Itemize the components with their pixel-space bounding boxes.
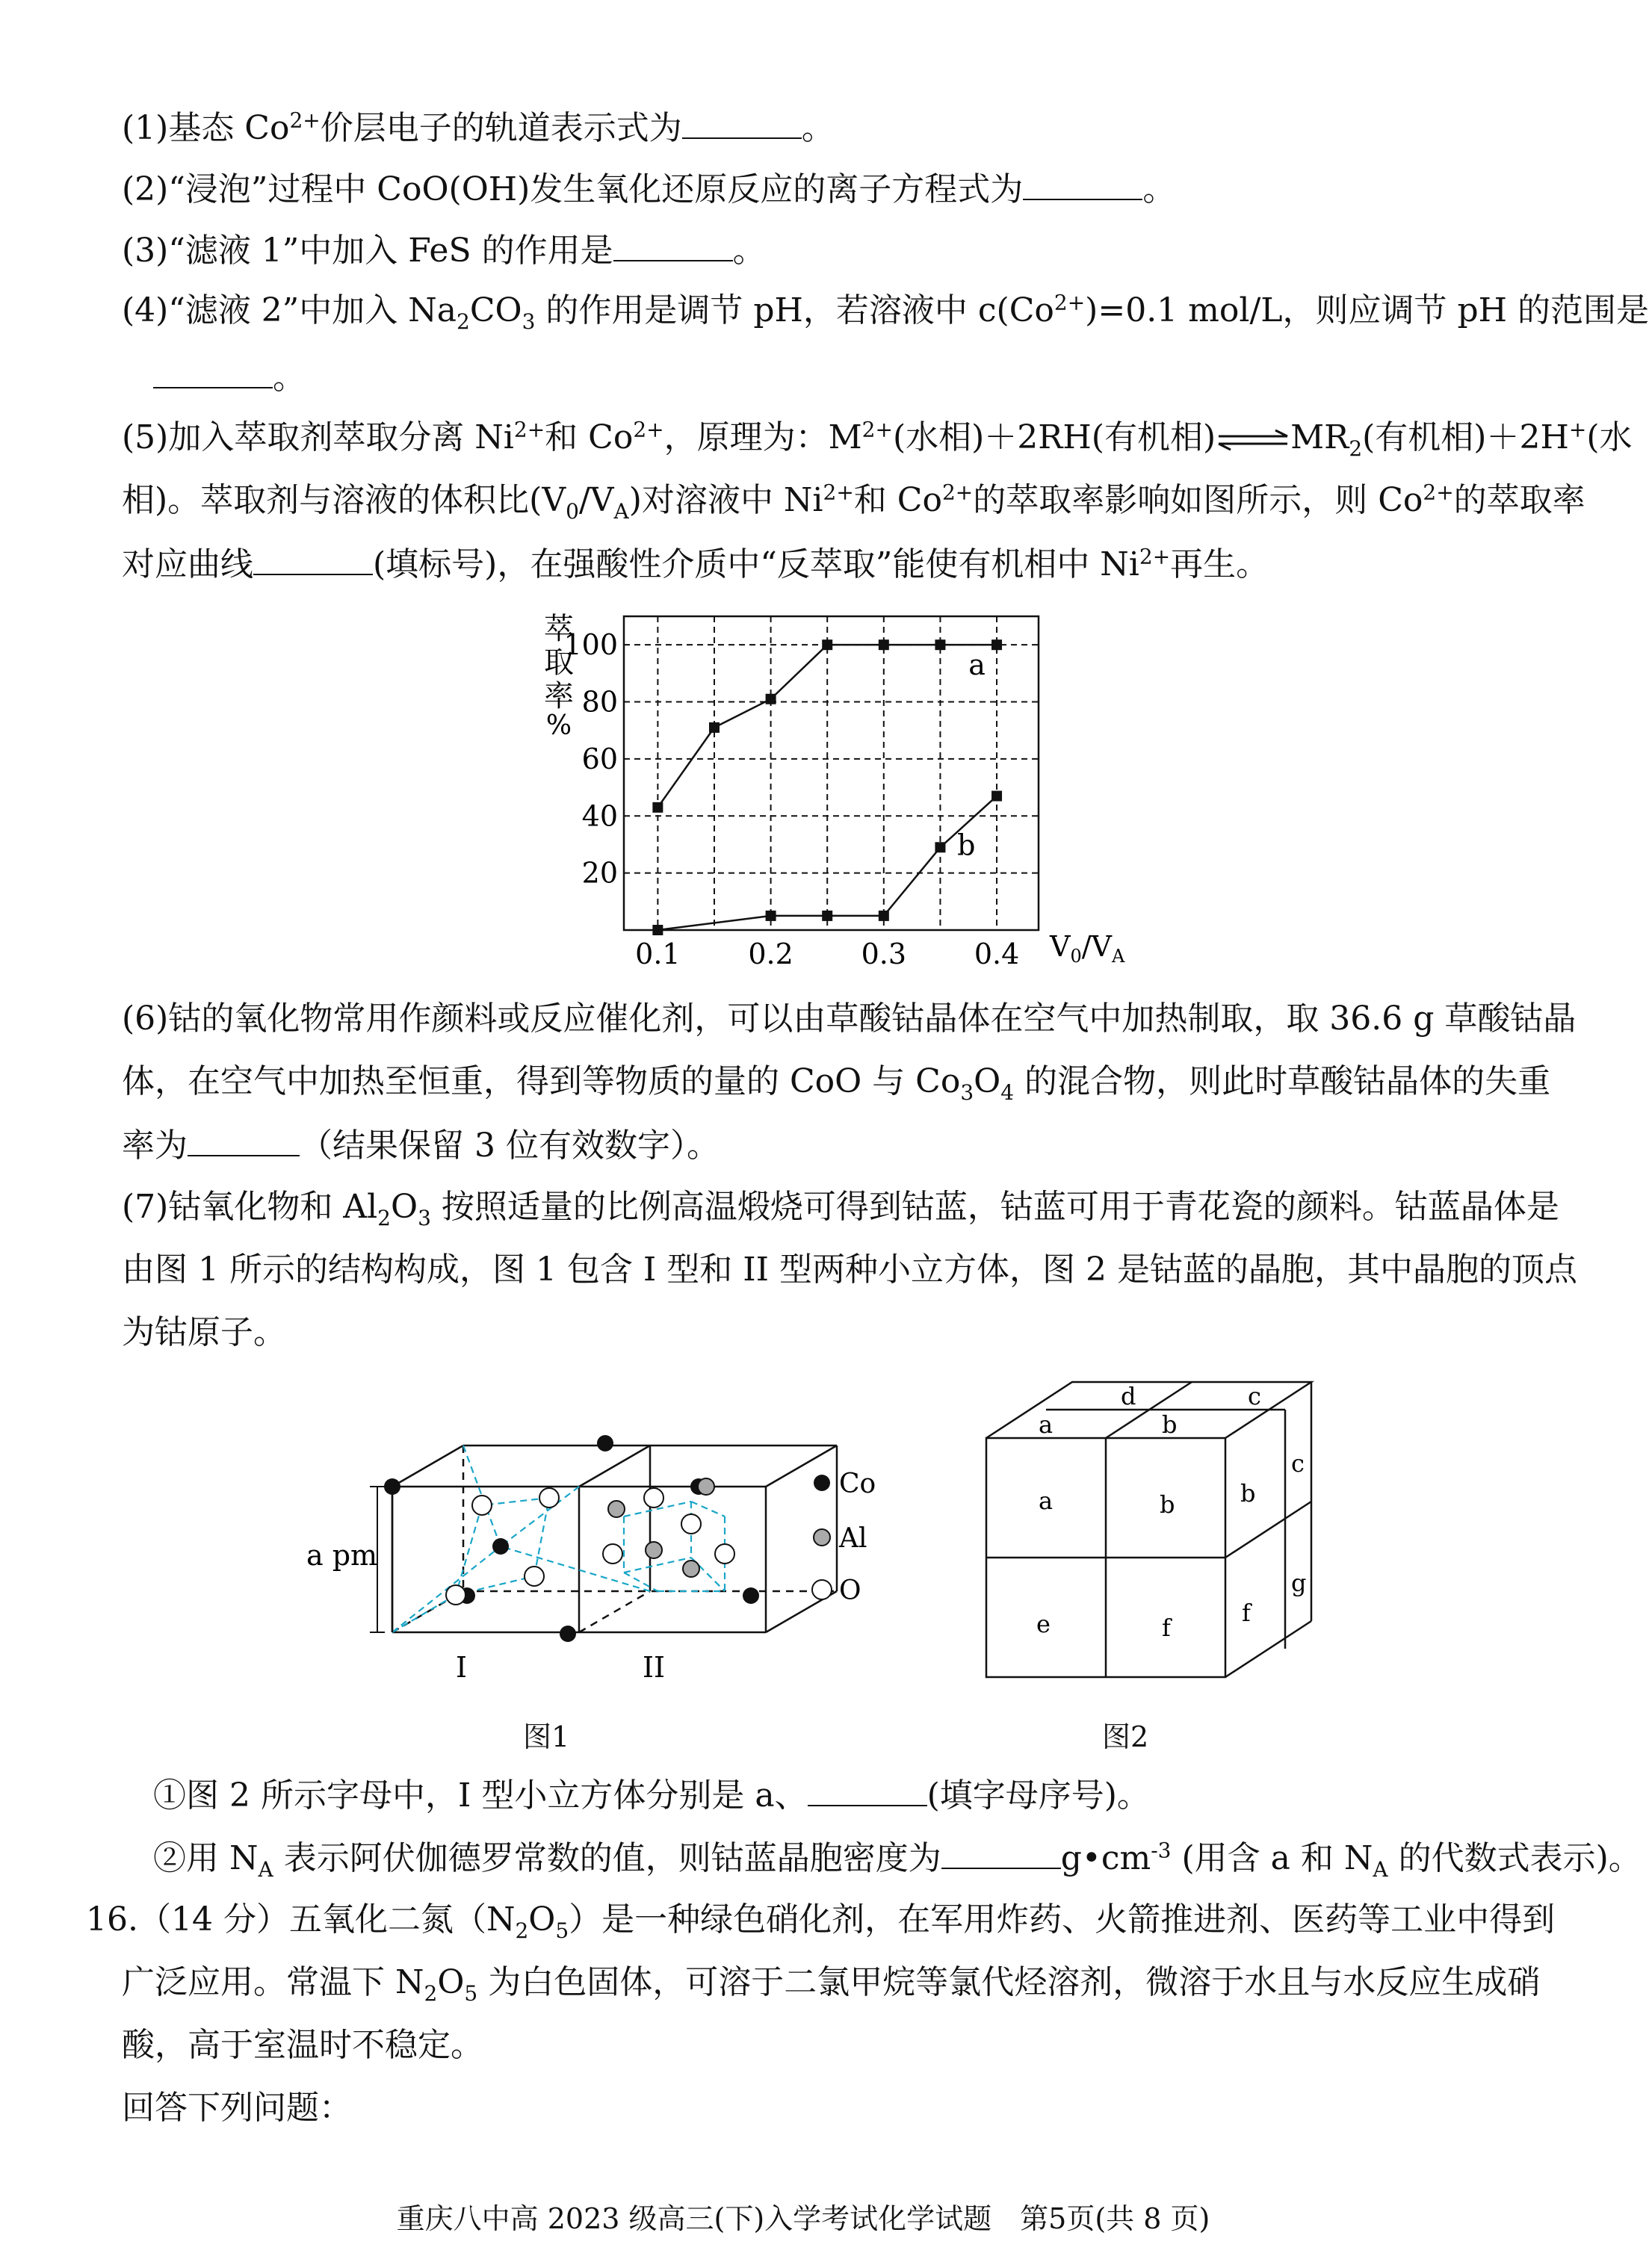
data-point-a — [652, 802, 663, 813]
question-5-line3: 对应曲线 (填标号)，在强酸性介质中“反萃取”能使有机相中 $Ni^{2+}$再生。 — [122, 541, 1269, 587]
label-front-f: f — [1162, 1614, 1171, 1642]
equilibrium-arrow-icon — [1216, 429, 1290, 451]
y-tick-label: 60 — [581, 742, 618, 775]
y-tick-label: 40 — [581, 799, 618, 833]
question-7-line2: 由图 1 所示的结构构成，图 1 包含 I 型和 II 型两种小立方体，图 2 是钴蓝的晶胞，其中晶胞的顶点 — [122, 1251, 1577, 1289]
co-atoms — [384, 1435, 759, 1642]
answer-blank[interactable] — [153, 354, 273, 388]
series-label-a: a — [968, 648, 986, 682]
data-point-a — [822, 639, 832, 650]
data-point-b — [822, 911, 832, 921]
legend-o-icon — [812, 1580, 832, 1599]
question-6-line2: 体，在空气中加热至恒重，得到等物质的量的 CoO 与 $Co_3O_4$ 的混合物，则此时草酸钴晶体的失重 — [122, 1062, 1551, 1105]
answer-blank[interactable] — [682, 105, 802, 139]
question-4-line2: 。 — [153, 354, 306, 400]
y-tick-label: 80 — [581, 685, 618, 719]
ylabel-char-4: % — [545, 710, 572, 741]
legend-al-label: Al — [839, 1523, 867, 1554]
question-16-line2: 广泛应用。常温下 $N_2O_5$ 为白色固体，可溶于二氯甲烷等氯代烃溶剂，微溶于水且与水反应生成硝 — [122, 1963, 1541, 2006]
x-tick-label: 0.2 — [748, 938, 793, 970]
data-point-b — [879, 911, 889, 921]
answer-blank[interactable] — [941, 1835, 1061, 1869]
x-tick-label: 0.3 — [861, 938, 907, 970]
question-16-line3: 酸，高于室温时不稳定。 — [122, 2026, 483, 2064]
data-point-a — [709, 722, 720, 733]
cube-I-label: I — [456, 1651, 468, 1684]
label-top-d: d — [1121, 1382, 1136, 1410]
data-point-a — [766, 694, 776, 704]
question-16-line1: 16.（14 分）五氧化二氮$(N_2O_5)$是一种绿色硝化剂，在军用炸药、火箭推进剂、医药等工业中得到 — [86, 1900, 1556, 1943]
y-tick-label: 20 — [581, 856, 618, 890]
question-7-line3: 为钴原子。 — [122, 1313, 286, 1351]
label-top-b: b — [1162, 1410, 1178, 1439]
data-point-b — [652, 925, 663, 935]
data-point-a — [879, 639, 889, 650]
answer-blank[interactable] — [1023, 166, 1142, 200]
question-5-line2: 相)。萃取剂与溶液的体积比$(V_0/V_A)$对溶液中 $Ni^{2+}$和 $Co^{2+}$的萃取率影响如图所示，则 $Co^{2+}$的萃取率 — [122, 480, 1585, 524]
extraction-rate-chart — [523, 598, 1125, 986]
y-tick-label: 100 — [563, 628, 618, 662]
question-7-part2: ②用 $N_A$ 表示阿伏伽德罗常数的值，则钴蓝晶胞密度为 $g•cm^{-3}$ (用含 a 和 $N_A$ 的代数式表示)。 — [153, 1835, 1642, 1881]
label-front-e: e — [1036, 1610, 1051, 1638]
question-5-line1: (5)加入萃取剂萃取分离 $Ni^{2+}$和 $Co^{2+}$，原理为：$M^{2+}$(水相)＋2RH(有机相) $MR_2$(有机相)＋2H+(水 — [122, 417, 1633, 461]
x-axis-label: $V_0/V_A$ — [1050, 930, 1125, 967]
figure-1-crystal-structure — [284, 1404, 941, 1718]
series-label-b: b — [957, 828, 976, 862]
question-6-line1: (6)钴的氧化物常用作颜料或反应催化剂，可以由草酸钴晶体在空气中加热制取，取 36.6 g 草酸钴晶 — [122, 1000, 1577, 1038]
answer-blank[interactable] — [253, 541, 373, 575]
label-front-b: b — [1160, 1490, 1175, 1519]
label-front-a: a — [1039, 1487, 1054, 1515]
legend-co-icon — [814, 1475, 830, 1491]
label-top-a: a — [1039, 1410, 1054, 1439]
ylabel-char-2: 取 — [544, 645, 574, 680]
ylabel-char-3: 率 — [544, 679, 574, 713]
question-16-line4: 回答下列问题： — [122, 2089, 352, 2127]
x-tick-label: 0.1 — [635, 938, 681, 970]
figure-2-caption: 图2 — [1102, 1720, 1149, 1753]
question-2: (2)“浸泡”过程中 CoO(OH)发生氧化还原反应的离子方程式为 。 — [122, 166, 1175, 212]
question-3: (3)“滤液 1”中加入 FeS 的作用是 。 — [122, 227, 766, 273]
legend-co-label: Co — [839, 1469, 876, 1499]
data-point-a — [991, 639, 1002, 650]
legend-o-label: O — [839, 1575, 861, 1606]
data-point-b — [766, 911, 776, 921]
legend-al-icon — [814, 1529, 830, 1546]
cube-II-label: II — [643, 1651, 666, 1684]
question-4-line1: (4)“滤液 2”中加入 $Na_2CO_3$ 的作用是调节 pH，若溶液中 $c(Co^{2+})=0.1$ mol/L，则应调节 pH 的范围是 — [122, 290, 1649, 334]
chart-x-ticks — [635, 938, 1019, 970]
question-7-line1: (7)钴氧化物和 $Al_2O_3$ 按照适量的比例高温煅烧可得到钴蓝，钴蓝可用于青花瓷的颜料。钴蓝晶体是 — [122, 1188, 1559, 1230]
answer-blank[interactable] — [613, 227, 733, 261]
x-tick-label: 0.4 — [974, 938, 1020, 970]
figure-1-caption: 图1 — [523, 1720, 570, 1753]
answer-blank[interactable] — [808, 1772, 927, 1806]
question-1: (1)基态 $Co^{2+}$价层电子的轨道表示式为 。 — [122, 105, 835, 151]
question-7-part1: ①图 2 所示字母中，I 型小立方体分别是 a、 (填字母序号)。 — [153, 1772, 1150, 1818]
data-point-a — [935, 639, 945, 650]
label-side-b: b — [1240, 1479, 1256, 1508]
ylabel-char-1: 萃 — [544, 612, 574, 646]
question-6-line3: 率为 （结果保留 3 位有效数字）。 — [122, 1122, 720, 1168]
answer-blank[interactable] — [188, 1122, 300, 1156]
label-side-f: f — [1242, 1599, 1251, 1627]
dimension-label: a pm — [306, 1539, 378, 1572]
label-top-c: c — [1248, 1382, 1261, 1410]
label-side-c: c — [1291, 1449, 1305, 1478]
page-footer: 重庆八中高 2023 级高三(下)入学考试化学试题 第5页(共 8 页) — [396, 2202, 1210, 2235]
data-point-b — [991, 791, 1002, 802]
data-point-b — [935, 842, 945, 852]
label-side-g: g — [1291, 1569, 1307, 1597]
figure-2-unit-cell — [971, 1367, 1360, 1688]
